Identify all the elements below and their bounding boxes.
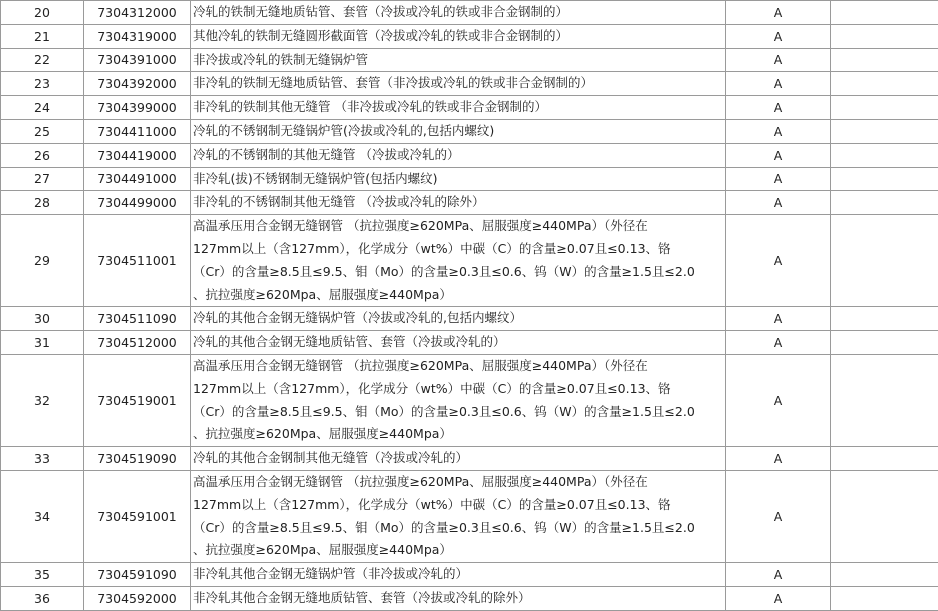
- description-line: 非冷轧(拔)不锈钢制无缝锅炉管(包括内螺纹): [193, 168, 725, 191]
- table-row: [1, 119, 938, 143]
- row-number: 30: [1, 307, 84, 331]
- blank-cell: [831, 24, 938, 48]
- description-line: 、抗拉强度≥620Mpa、屈服强度≥440Mpa）: [193, 423, 725, 446]
- product-description: [191, 191, 726, 215]
- product-description: [191, 354, 726, 446]
- description-line: 冷轧的铁制无缝地质钻管、套管（冷拔或冷轧的铁或非合金钢制的）: [193, 1, 725, 24]
- blank-cell: [831, 447, 938, 471]
- row-number: 24: [1, 96, 84, 120]
- row-number: 36: [1, 586, 84, 610]
- blank-cell: [831, 563, 938, 587]
- description-line: 非冷轧的不锈钢制其他无缝管 （冷拔或冷轧的除外）: [193, 191, 725, 214]
- description-line: 非冷轧的铁制无缝地质钻管、套管（非冷拔或冷轧的铁或非合金钢制的）: [193, 72, 725, 95]
- row-number: 33: [1, 447, 84, 471]
- description-line: 、抗拉强度≥620Mpa、屈服强度≥440Mpa）: [193, 284, 725, 307]
- hs-code: 7304512000: [84, 331, 191, 355]
- grade-cell: A: [726, 563, 831, 587]
- product-description: [191, 96, 726, 120]
- description-line: （Cr）的含量≥8.5且≤9.5、钼（Mo）的含量≥0.3且≤0.6、钨（W）的含量≥1.5且≤2.0: [193, 261, 725, 284]
- description-line: （Cr）的含量≥8.5且≤9.5、钼（Mo）的含量≥0.3且≤0.6、钨（W）的含量≥1.5且≤2.0: [193, 517, 725, 540]
- grade-cell: A: [726, 354, 831, 446]
- product-description: [191, 470, 726, 562]
- grade-cell: A: [726, 167, 831, 191]
- product-description: [191, 447, 726, 471]
- description-line: 127mm以上（含127mm），化学成分（wt%）中碳（C）的含量≥0.07且≤0.13、铬: [193, 238, 725, 261]
- row-number: 26: [1, 143, 84, 167]
- hs-code: 7304419000: [84, 143, 191, 167]
- hs-code: 7304319000: [84, 24, 191, 48]
- description-line: 高温承压用合金钢无缝钢管 （抗拉强度≥620MPa、屈服强度≥440MPa）（外径在: [193, 215, 725, 238]
- blank-cell: [831, 307, 938, 331]
- row-number: 32: [1, 354, 84, 446]
- product-description: [191, 167, 726, 191]
- product-description: [191, 119, 726, 143]
- grade-cell: A: [726, 447, 831, 471]
- hs-code: 7304511090: [84, 307, 191, 331]
- product-description: [191, 215, 726, 307]
- grade-cell: A: [726, 119, 831, 143]
- blank-cell: [831, 215, 938, 307]
- description-line: 冷轧的其他合金钢无缝地质钻管、套管（冷拔或冷轧的）: [193, 331, 725, 354]
- blank-cell: [831, 586, 938, 610]
- row-number: 35: [1, 563, 84, 587]
- product-description: [191, 331, 726, 355]
- blank-cell: [831, 119, 938, 143]
- hs-code: 7304312000: [84, 1, 191, 25]
- row-number: 25: [1, 119, 84, 143]
- blank-cell: [831, 191, 938, 215]
- description-line: 高温承压用合金钢无缝钢管 （抗拉强度≥620MPa、屈服强度≥440MPa）（外径在: [193, 355, 725, 378]
- description-line: 非冷轧其他合金钢无缝锅炉管（非冷拔或冷轧的）: [193, 563, 725, 586]
- blank-cell: [831, 354, 938, 446]
- description-line: 其他冷轧的铁制无缝圆形截面管（冷拔或冷轧的铁或非合金钢制的）: [193, 25, 725, 48]
- blank-cell: [831, 331, 938, 355]
- grade-cell: A: [726, 191, 831, 215]
- product-description: [191, 48, 726, 72]
- grade-cell: A: [726, 24, 831, 48]
- hs-code: 7304591001: [84, 470, 191, 562]
- row-number: 31: [1, 331, 84, 355]
- product-description: [191, 563, 726, 587]
- table-row: [1, 96, 938, 120]
- grade-cell: A: [726, 470, 831, 562]
- table-row: [1, 48, 938, 72]
- description-line: 非冷轧其他合金钢无缝地质钻管、套管（冷拔或冷轧的除外）: [193, 587, 725, 610]
- hs-code: 7304511001: [84, 215, 191, 307]
- row-number: 29: [1, 215, 84, 307]
- row-number: 22: [1, 48, 84, 72]
- product-description: [191, 586, 726, 610]
- grade-cell: A: [726, 331, 831, 355]
- hs-code: 7304591090: [84, 563, 191, 587]
- description-line: 非冷轧的铁制其他无缝管 （非冷拔或冷轧的铁或非合金钢制的）: [193, 96, 725, 119]
- grade-cell: A: [726, 48, 831, 72]
- grade-cell: A: [726, 96, 831, 120]
- description-line: 非冷拔或冷轧的铁制无缝锅炉管: [193, 49, 725, 72]
- hs-code: 7304392000: [84, 72, 191, 96]
- table-row: [1, 586, 938, 610]
- table-row: [1, 307, 938, 331]
- hs-code: 7304592000: [84, 586, 191, 610]
- description-line: 冷轧的其他合金钢无缝锅炉管（冷拔或冷轧的,包括内螺纹）: [193, 307, 725, 330]
- product-description: [191, 72, 726, 96]
- grade-cell: A: [726, 143, 831, 167]
- row-number: 21: [1, 24, 84, 48]
- table-row: [1, 354, 938, 446]
- blank-cell: [831, 72, 938, 96]
- description-line: 、抗拉强度≥620Mpa、屈服强度≥440Mpa）: [193, 539, 725, 562]
- product-description: [191, 1, 726, 25]
- table-row: [1, 1, 938, 25]
- hs-code: 7304399000: [84, 96, 191, 120]
- grade-cell: A: [726, 1, 831, 25]
- table-row: [1, 72, 938, 96]
- grade-cell: A: [726, 586, 831, 610]
- table-row: [1, 215, 938, 307]
- table-row: [1, 331, 938, 355]
- blank-cell: [831, 48, 938, 72]
- hs-code: 7304519001: [84, 354, 191, 446]
- blank-cell: [831, 143, 938, 167]
- description-line: 127mm以上（含127mm），化学成分（wt%）中碳（C）的含量≥0.07且≤0.13、铬: [193, 494, 725, 517]
- grade-cell: A: [726, 307, 831, 331]
- table-row: [1, 563, 938, 587]
- blank-cell: [831, 1, 938, 25]
- product-description: [191, 24, 726, 48]
- description-line: （Cr）的含量≥8.5且≤9.5、钼（Mo）的含量≥0.3且≤0.6、钨（W）的含量≥1.5且≤2.0: [193, 401, 725, 424]
- table-row: [1, 167, 938, 191]
- table-row: [1, 470, 938, 562]
- table-row: [1, 447, 938, 471]
- row-number: 27: [1, 167, 84, 191]
- row-number: 28: [1, 191, 84, 215]
- description-line: 冷轧的不锈钢制的其他无缝管 （冷拔或冷轧的）: [193, 144, 725, 167]
- hs-code: 7304411000: [84, 119, 191, 143]
- blank-cell: [831, 96, 938, 120]
- blank-cell: [831, 167, 938, 191]
- row-number: 34: [1, 470, 84, 562]
- description-line: 127mm以上（含127mm），化学成分（wt%）中碳（C）的含量≥0.07且≤0.13、铬: [193, 378, 725, 401]
- table-row: [1, 24, 938, 48]
- blank-cell: [831, 470, 938, 562]
- grade-cell: A: [726, 215, 831, 307]
- row-number: 23: [1, 72, 84, 96]
- description-line: 高温承压用合金钢无缝钢管 （抗拉强度≥620MPa、屈服强度≥440MPa）（外径在: [193, 471, 725, 494]
- row-number: 20: [1, 1, 84, 25]
- description-line: 冷轧的不锈钢制无缝锅炉管(冷拔或冷轧的,包括内螺纹): [193, 120, 725, 143]
- table-body: [1, 1, 938, 611]
- table-row: [1, 191, 938, 215]
- hs-code: 7304391000: [84, 48, 191, 72]
- description-line: 冷轧的其他合金钢制其他无缝管（冷拔或冷轧的）: [193, 447, 725, 470]
- product-description: [191, 307, 726, 331]
- hs-code: 7304519090: [84, 447, 191, 471]
- hs-code: 7304499000: [84, 191, 191, 215]
- product-description: [191, 143, 726, 167]
- table-row: [1, 143, 938, 167]
- grade-cell: A: [726, 72, 831, 96]
- hs-code: 7304491000: [84, 167, 191, 191]
